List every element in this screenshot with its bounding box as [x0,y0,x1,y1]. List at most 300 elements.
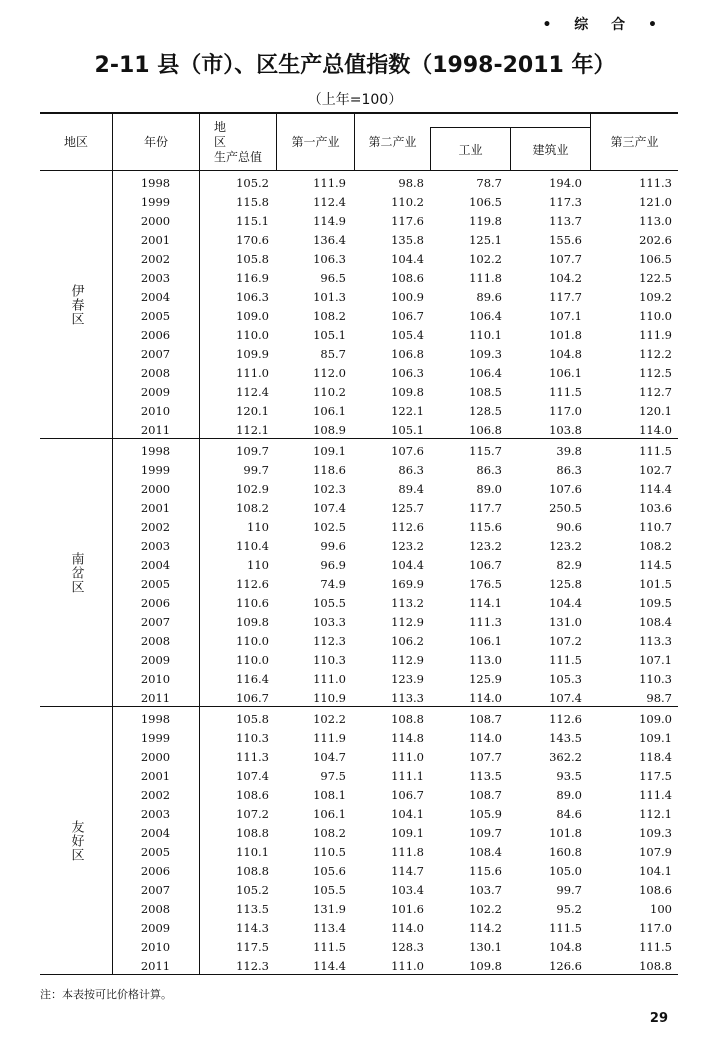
industry-cell: 106.4 [469,366,502,380]
gdp-cell: 110 [247,520,269,534]
construction-cell: 39.8 [556,444,582,458]
construction-cell: 112.6 [549,712,582,726]
industry-cell: 111.8 [469,271,502,285]
primary-cell: 114.9 [313,214,346,228]
gdp-cell: 115.1 [236,214,269,228]
secondary-cell: 113.3 [391,691,424,705]
year-cell: 2001 [140,769,171,783]
table-row [112,881,678,900]
year-cell: 2003 [140,271,171,285]
primary-cell: 85.7 [320,347,346,361]
construction-cell: 104.8 [549,940,582,954]
construction-cell: 117.3 [549,195,582,209]
gdp-cell: 170.6 [236,233,269,247]
construction-cell: 107.4 [549,691,582,705]
region-name: 友好区 [68,820,84,862]
industry-cell: 106.8 [469,423,502,437]
tertiary-cell: 108.8 [639,959,672,973]
secondary-cell: 103.4 [391,883,424,897]
industry-cell: 114.0 [469,731,502,745]
construction-cell: 362.2 [549,750,582,764]
industry-cell: 102.2 [469,252,502,266]
secondary-cell: 112.9 [391,615,424,629]
table-row [112,269,678,288]
primary-cell: 96.9 [320,558,346,572]
industry-cell: 89.6 [476,290,502,304]
construction-cell: 106.1 [549,366,582,380]
secondary-cell: 101.6 [391,902,424,916]
industry-cell: 123.2 [469,539,502,553]
header-primary: 第一产业 [276,114,354,171]
tertiary-cell: 120.1 [639,404,672,418]
table-row [112,556,678,575]
industry-cell: 108.7 [469,788,502,802]
construction-cell: 111.5 [549,921,582,935]
table-row [112,729,678,748]
industry-cell: 89.0 [476,482,502,496]
primary-cell: 97.5 [320,769,346,783]
region-name: 伊春区 [68,284,84,326]
secondary-cell: 106.7 [391,309,424,323]
page-subtitle: （上年=100） [307,92,403,108]
year-cell: 2000 [140,214,171,228]
secondary-cell: 111.0 [391,959,424,973]
table-row [112,231,678,250]
gdp-cell: 117.5 [236,940,269,954]
industry-cell: 125.1 [469,233,502,247]
industry-cell: 103.7 [469,883,502,897]
tertiary-cell: 111.3 [639,176,672,190]
secondary-cell: 113.2 [391,596,424,610]
secondary-cell: 112.6 [391,520,424,534]
year-cell: 2003 [140,807,171,821]
gdp-cell: 107.4 [236,769,269,783]
secondary-cell: 109.8 [391,385,424,399]
year-cell: 2002 [140,520,171,534]
primary-cell: 108.9 [313,423,346,437]
table-row [112,805,678,824]
primary-cell: 111.9 [313,176,346,190]
year-cell: 2004 [140,558,171,572]
year-cell: 2010 [140,940,171,954]
construction-cell: 103.8 [549,423,582,437]
table-row [112,421,678,440]
region-group [40,439,678,707]
secondary-cell: 117.6 [391,214,424,228]
tertiary-cell: 102.7 [639,463,672,477]
tertiary-cell: 112.2 [639,347,672,361]
construction-cell: 95.2 [556,902,582,916]
table-row [112,767,678,786]
tertiary-cell: 202.6 [639,233,672,247]
year-cell: 2007 [140,347,171,361]
industry-cell: 128.5 [469,404,502,418]
tertiary-cell: 110.7 [639,520,672,534]
construction-cell: 93.5 [556,769,582,783]
year-cell: 2008 [140,634,171,648]
year-cell: 2011 [140,959,171,973]
table-row [112,174,678,193]
industry-cell: 78.7 [476,176,502,190]
secondary-cell: 89.4 [398,482,424,496]
tertiary-cell: 107.1 [639,653,672,667]
tertiary-cell: 107.9 [639,845,672,859]
gdp-cell: 105.2 [236,883,269,897]
industry-cell: 130.1 [469,940,502,954]
secondary-cell: 104.1 [391,807,424,821]
primary-cell: 110.9 [313,691,346,705]
gdp-cell: 110.3 [236,731,269,745]
construction-cell: 107.2 [549,634,582,648]
tertiary-cell: 121.0 [639,195,672,209]
industry-cell: 108.4 [469,845,502,859]
primary-cell: 102.2 [313,712,346,726]
industry-cell: 114.2 [469,921,502,935]
industry-cell: 113.5 [469,769,502,783]
tertiary-cell: 114.5 [639,558,672,572]
construction-cell: 123.2 [549,539,582,553]
gdp-cell: 109.0 [236,309,269,323]
construction-cell: 84.6 [556,807,582,821]
table-row [112,748,678,767]
secondary-cell: 125.7 [391,501,424,515]
gdp-cell: 109.9 [236,347,269,361]
industry-cell: 105.9 [469,807,502,821]
primary-cell: 118.6 [313,463,346,477]
construction-cell: 104.8 [549,347,582,361]
secondary-cell: 106.3 [391,366,424,380]
industry-cell: 113.0 [469,653,502,667]
table-row [112,364,678,383]
industry-cell: 117.7 [469,501,502,515]
tertiary-cell: 118.4 [639,750,672,764]
tertiary-cell: 108.6 [639,883,672,897]
secondary-cell: 111.8 [391,845,424,859]
primary-cell: 107.4 [313,501,346,515]
gdp-cell: 109.8 [236,615,269,629]
header-year: 年份 [112,114,199,171]
tertiary-cell: 109.3 [639,826,672,840]
primary-cell: 96.5 [320,271,346,285]
year-cell: 2000 [140,482,171,496]
primary-cell: 102.3 [313,482,346,496]
secondary-cell: 98.8 [398,176,424,190]
gdp-cell: 110.4 [236,539,269,553]
table-row [112,594,678,613]
gdp-cell: 113.5 [236,902,269,916]
primary-cell: 108.1 [313,788,346,802]
page-number: 29 [649,1011,668,1026]
year-cell: 2005 [140,577,171,591]
construction-cell: 107.1 [549,309,582,323]
year-cell: 2011 [140,423,171,437]
year-cell: 2000 [140,750,171,764]
table-row [112,250,678,269]
tertiary-cell: 114.4 [639,482,672,496]
industry-cell: 119.8 [469,214,502,228]
industry-cell: 107.7 [469,750,502,764]
construction-cell: 117.7 [549,290,582,304]
table-row [112,288,678,307]
table-row [112,824,678,843]
running-head: • 综 合 • [542,17,666,33]
primary-cell: 99.6 [320,539,346,553]
secondary-cell: 100.9 [391,290,424,304]
primary-cell: 111.0 [313,672,346,686]
secondary-cell: 122.1 [391,404,424,418]
year-cell: 2008 [140,366,171,380]
table-row [112,613,678,632]
tertiary-cell: 98.7 [646,691,672,705]
construction-cell: 111.5 [549,385,582,399]
secondary-cell: 86.3 [398,463,424,477]
primary-cell: 106.1 [313,404,346,418]
table-row [112,212,678,231]
secondary-cell: 169.9 [391,577,424,591]
tertiary-cell: 112.7 [639,385,672,399]
construction-cell: 101.8 [549,826,582,840]
construction-cell: 105.0 [549,864,582,878]
gdp-cell: 108.8 [236,826,269,840]
tertiary-cell: 110.3 [639,672,672,686]
primary-cell: 112.4 [313,195,346,209]
gdp-cell: 111.3 [236,750,269,764]
header-region: 地区 [63,135,88,149]
primary-cell: 105.1 [313,328,346,342]
primary-cell: 106.3 [313,252,346,266]
tertiary-cell: 117.5 [639,769,672,783]
gdp-cell: 111.0 [236,366,269,380]
industry-cell: 109.7 [469,826,502,840]
year-cell: 2010 [140,404,171,418]
year-cell: 2006 [140,864,171,878]
header-gdp [199,114,276,171]
gdp-cell: 110.6 [236,596,269,610]
table-row [112,651,678,670]
tertiary-cell: 114.0 [639,423,672,437]
gdp-cell: 112.3 [236,959,269,973]
year-cell: 2010 [140,672,171,686]
industry-cell: 115.6 [469,520,502,534]
year-cell: 2009 [140,921,171,935]
tertiary-cell: 111.4 [639,788,672,802]
secondary-cell: 128.3 [391,940,424,954]
primary-cell: 105.5 [313,883,346,897]
construction-cell: 113.7 [549,214,582,228]
table-row [112,461,678,480]
table-row [112,383,678,402]
industry-cell: 125.9 [469,672,502,686]
primary-cell: 108.2 [313,309,346,323]
tertiary-cell: 100 [650,902,672,916]
year-cell: 1999 [140,463,171,477]
tertiary-cell: 112.1 [639,807,672,821]
primary-cell: 101.3 [313,290,346,304]
table-row [112,480,678,499]
primary-cell: 106.1 [313,807,346,821]
table-row [112,843,678,862]
tertiary-cell: 103.6 [639,501,672,515]
table-row [112,632,678,651]
construction-cell: 89.0 [556,788,582,802]
tertiary-cell: 112.5 [639,366,672,380]
secondary-cell: 104.4 [391,252,424,266]
primary-cell: 114.4 [313,959,346,973]
tertiary-cell: 110.0 [639,309,672,323]
gdp-cell: 120.1 [236,404,269,418]
year-cell: 2006 [140,596,171,610]
secondary-cell: 106.7 [391,788,424,802]
secondary-cell: 108.8 [391,712,424,726]
construction-cell: 104.2 [549,271,582,285]
tertiary-cell: 109.1 [639,731,672,745]
construction-cell: 117.0 [549,404,582,418]
header-gdp-line1: 地 区 [214,120,249,149]
tertiary-cell: 108.2 [639,539,672,553]
primary-cell: 109.1 [313,444,346,458]
secondary-cell: 123.9 [391,672,424,686]
primary-cell: 112.0 [313,366,346,380]
tertiary-cell: 108.4 [639,615,672,629]
construction-cell: 155.6 [549,233,582,247]
table-row [112,345,678,364]
construction-cell: 82.9 [556,558,582,572]
secondary-cell: 114.0 [391,921,424,935]
tertiary-cell: 111.5 [639,444,672,458]
industry-cell: 108.7 [469,712,502,726]
gdp-cell: 110 [247,558,269,572]
gdp-cell: 105.8 [236,712,269,726]
year-cell: 2004 [140,290,171,304]
secondary-cell: 105.4 [391,328,424,342]
secondary-cell: 135.8 [391,233,424,247]
table-row [112,442,678,461]
table-row [112,575,678,594]
gdp-cell: 116.9 [236,271,269,285]
tertiary-cell: 117.0 [639,921,672,935]
tertiary-cell: 109.0 [639,712,672,726]
table-row [112,938,678,957]
construction-cell: 99.7 [556,883,582,897]
industry-cell: 114.0 [469,691,502,705]
gdp-cell: 108.8 [236,864,269,878]
construction-cell: 107.7 [549,252,582,266]
industry-cell: 102.2 [469,902,502,916]
industry-cell: 110.1 [469,328,502,342]
primary-cell: 103.3 [313,615,346,629]
year-cell: 1998 [140,176,171,190]
secondary-cell: 104.4 [391,558,424,572]
header-secondary: 第二产业 [354,114,430,171]
year-cell: 2009 [140,653,171,667]
secondary-cell: 109.1 [391,826,424,840]
primary-cell: 136.4 [313,233,346,247]
table-row [112,518,678,537]
construction-cell: 111.5 [549,653,582,667]
tertiary-cell: 113.0 [639,214,672,228]
header-gdp-line2: 生产总值 [214,150,263,164]
industry-cell: 106.5 [469,195,502,209]
primary-cell: 104.7 [313,750,346,764]
table-header [40,114,678,171]
gdp-cell: 110.1 [236,845,269,859]
gdp-cell: 106.3 [236,290,269,304]
gdp-cell: 108.6 [236,788,269,802]
gdp-cell: 114.3 [236,921,269,935]
secondary-cell: 111.0 [391,750,424,764]
gdp-cell: 110.0 [236,328,269,342]
gdp-cell: 107.2 [236,807,269,821]
table-row [112,689,678,708]
secondary-cell: 123.2 [391,539,424,553]
secondary-cell: 108.6 [391,271,424,285]
tertiary-cell: 109.2 [639,290,672,304]
gdp-cell: 112.1 [236,423,269,437]
construction-cell: 105.3 [549,672,582,686]
industry-cell: 108.5 [469,385,502,399]
region-name: 南岔区 [68,552,84,594]
primary-cell: 110.2 [313,385,346,399]
region-cell [40,707,112,975]
year-cell: 2004 [140,826,171,840]
year-cell: 1999 [140,731,171,745]
primary-cell: 110.5 [313,845,346,859]
year-cell: 1998 [140,444,171,458]
gdp-cell: 106.7 [236,691,269,705]
gdp-cell: 109.7 [236,444,269,458]
industry-cell: 115.7 [469,444,502,458]
tertiary-cell: 122.5 [639,271,672,285]
table-row [112,326,678,345]
construction-cell: 125.8 [549,577,582,591]
gdp-cell: 99.7 [243,463,269,477]
region-cell [40,171,112,439]
table-row [112,900,678,919]
table-note: 注：本表按可比价格计算。 [40,988,172,1001]
industry-cell: 176.5 [469,577,502,591]
construction-cell: 126.6 [549,959,582,973]
year-cell: 2011 [140,691,171,705]
gdp-cell: 110.0 [236,653,269,667]
table-row [112,862,678,881]
gdp-cell: 112.4 [236,385,269,399]
year-cell: 2003 [140,539,171,553]
year-cell: 1998 [140,712,171,726]
year-cell: 1999 [140,195,171,209]
primary-cell: 105.6 [313,864,346,878]
header-tertiary: 第三产业 [590,114,678,171]
industry-cell: 109.3 [469,347,502,361]
gdp-cell: 105.2 [236,176,269,190]
header-industry: 工业 [430,127,510,171]
year-cell: 2002 [140,252,171,266]
tertiary-cell: 104.1 [639,864,672,878]
table-row [112,919,678,938]
gdp-cell: 102.9 [236,482,269,496]
region-group [40,171,678,439]
industry-cell: 106.7 [469,558,502,572]
construction-cell: 194.0 [549,176,582,190]
gdp-cell: 110.0 [236,634,269,648]
year-cell: 2002 [140,788,171,802]
industry-cell: 86.3 [476,463,502,477]
header-construction: 建筑业 [510,127,590,171]
tertiary-cell: 111.9 [639,328,672,342]
industry-cell: 111.3 [469,615,502,629]
table-row [112,193,678,212]
year-cell: 2009 [140,385,171,399]
year-cell: 2007 [140,615,171,629]
